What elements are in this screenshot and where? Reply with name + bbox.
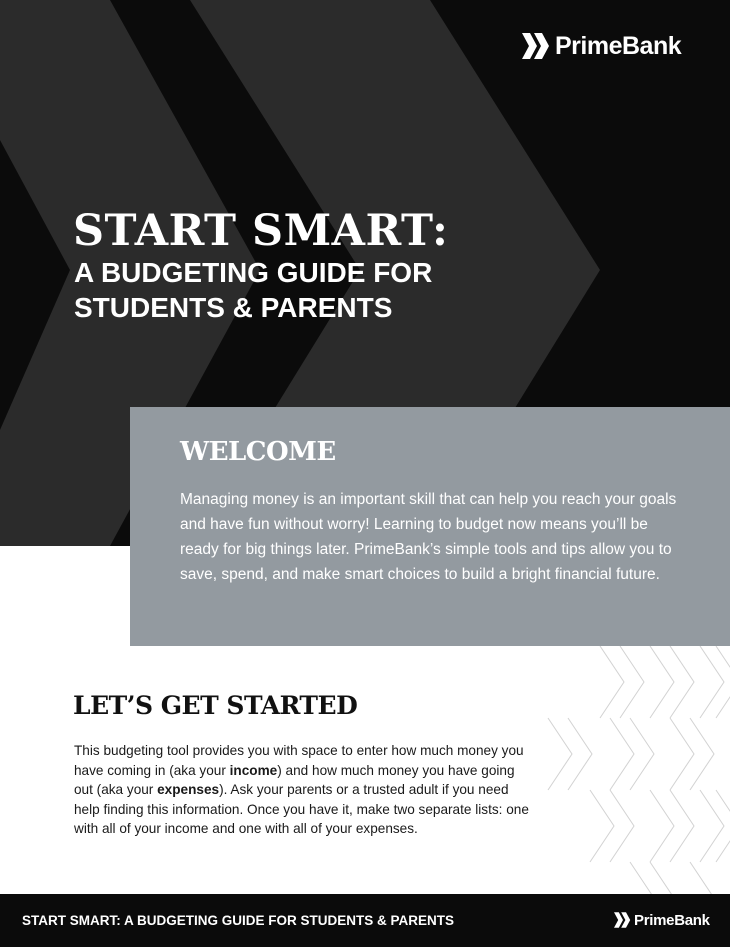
page-title: START SMART: (73, 206, 449, 256)
footer-title: START SMART: A BUDGETING GUIDE FOR STUDENTS & PARENTS (22, 913, 454, 928)
brand-name: PrimeBank (555, 31, 682, 60)
getting-started-heading: LET’S GET STARTED (73, 691, 358, 720)
getting-started-text-1: This budgeting tool provides you with space to enter how much money you have coming in (aka your (74, 743, 524, 778)
welcome-heading: WELCOME (180, 437, 336, 467)
chevron-pattern-graphic (540, 646, 730, 894)
footer-brand-name: PrimeBank (634, 911, 710, 929)
getting-started-body (74, 741, 534, 839)
double-chevron-icon (614, 912, 632, 928)
footer-primebank-logo (614, 911, 710, 929)
getting-started-text-3: ). Ask your parents or a trusted adult if you need help finding this information. Once you have it, make two separate lists: one with all of your income and one with all of your expenses. (74, 782, 529, 837)
welcome-body: Managing money is an important skill that can help you reach your goals and have fun without worry! Learning to budget now means you’ll be ready for big things later. PrimeBank’s simple tools and tips allow you to save, spend, and make smart choices to build a bright financial future. (180, 491, 677, 583)
welcome-panel (130, 407, 730, 646)
page-subtitle: A BUDGETING GUIDE FOR STUDENTS & PARENTS (74, 257, 433, 323)
expenses-term: expenses (157, 782, 220, 798)
primebank-logo (522, 31, 681, 61)
income-term: income (229, 762, 278, 778)
getting-started-text-2: ) and how much money you have going out (aka your (74, 762, 515, 798)
double-chevron-icon (522, 33, 552, 59)
